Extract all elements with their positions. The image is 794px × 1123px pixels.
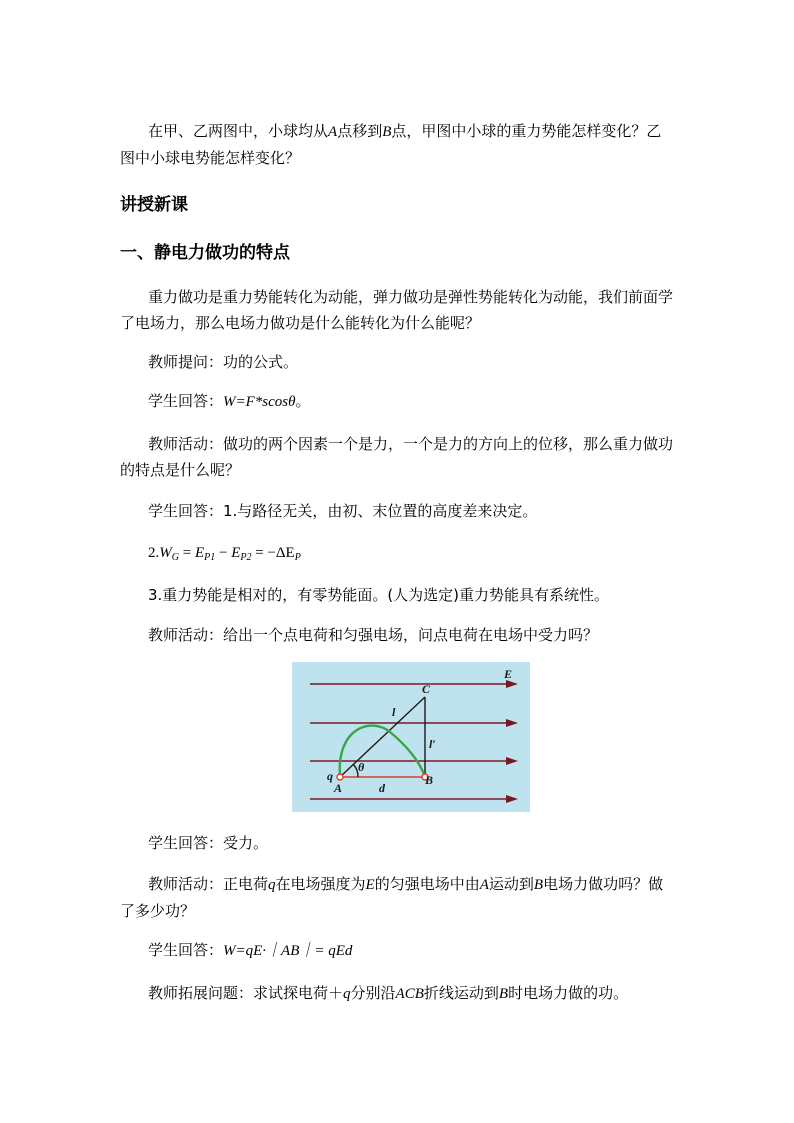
point-b-label: B xyxy=(382,124,392,140)
section-title: 讲授新课 xyxy=(120,195,188,215)
label-b: B xyxy=(425,773,434,787)
electric-field-figure xyxy=(292,662,530,812)
teacher-activity-2: 教师活动：给出一个点电荷和匀强电场，问点电荷在电场中受力吗？ xyxy=(148,626,599,644)
label-a: A xyxy=(334,781,343,795)
intro-paragraph: 在甲、乙两图中，小球均从A点移到B点，甲图中小球的重力势能怎样变化？乙图中小球电势能怎样变化？ xyxy=(120,122,662,167)
teacher-question-1: 教师提问：功的公式。 xyxy=(148,353,299,371)
point-3: 3.重力势能是相对的，有零势能面。(人为选定)重力势能具有系统性。 xyxy=(148,586,610,604)
label-c: C xyxy=(422,682,431,696)
student-answer-3: 学生回答：受力。 xyxy=(148,834,269,852)
gravity-work-formula: $2.W_G = E_{P1} - E_{P2} = -\Delta E_P$ xyxy=(148,545,301,563)
student-answer-1: 学生回答：W=F*scosθ。 xyxy=(148,392,311,410)
teacher-activity-1: 教师活动：做功的两个因素一个是力，一个是力的方向上的位移，那么重力做功的特点是什么呢？ xyxy=(120,435,674,479)
paragraph-energy-intro: 重力做功是重力势能转化为动能，弹力做功是弹性势能转化为动能，我们前面学了电场力，那么电场力做功是什么能转化为什么能呢？ xyxy=(120,288,674,332)
field-diagram xyxy=(292,662,530,812)
teacher-extension-question: 教师拓展问题：求试探电荷＋q分别沿ACB折线运动到B时电场力做的功。 xyxy=(148,984,629,1002)
student-answer-2: 学生回答：1.与路径无关，由初、末位置的高度差来决定。 xyxy=(148,502,538,520)
label-l-prime: l′ xyxy=(429,737,436,751)
label-e: E xyxy=(504,667,513,681)
field-work-formula: W=qE·｜AB｜= qEd xyxy=(223,943,353,959)
label-d: d xyxy=(379,781,385,795)
subsection-title: 一、静电力做功的特点 xyxy=(120,243,290,263)
point-a-label: A xyxy=(328,124,338,140)
label-q: q xyxy=(327,769,333,783)
point-a-marker xyxy=(337,774,343,780)
student-answer-4: 学生回答：W=qE·｜AB｜= qEd xyxy=(148,941,353,959)
label-l: l xyxy=(392,705,396,719)
teacher-activity-3: 教师活动：正电荷q在电场强度为E的匀强电场中由A运动到B电场力做功吗？做了多少功？ xyxy=(120,875,664,920)
label-theta: θ xyxy=(358,760,365,774)
work-formula: W=F*scosθ xyxy=(223,394,296,410)
